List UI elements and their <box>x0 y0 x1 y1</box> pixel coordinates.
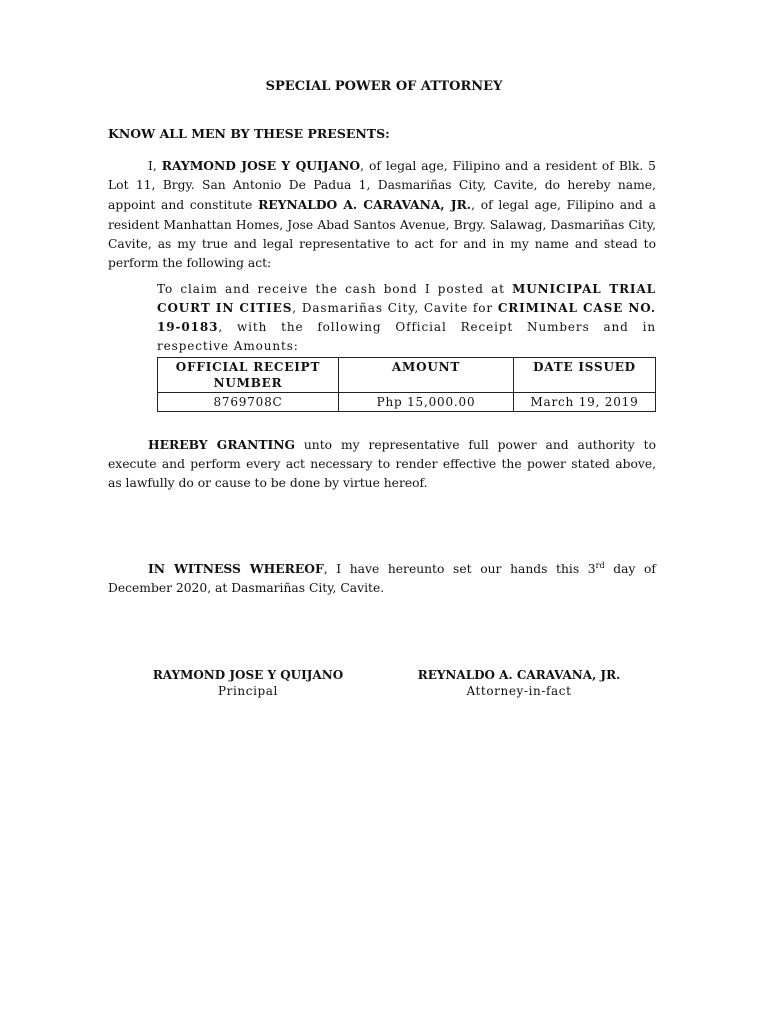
act-paragraph: To claim and receive the cash bond I posted at MUNICIPAL TRIAL COURT IN CITIES, Dasmariñas City, Cavite for CRIMINAL CASE NO. 19-0183, with the following Official Receipt Numbers and in respective Amounts: <box>157 282 656 353</box>
table-header-row <box>158 358 656 393</box>
signatory-name: RAYMOND JOSE Y QUIJANO <box>152 668 344 682</box>
principal-signature <box>118 668 378 698</box>
document-title: SPECIAL POWER OF ATTORNEY <box>265 79 503 94</box>
court-name: MUNICIPAL TRIAL COURT IN CITIES <box>157 282 656 315</box>
intro-heading: KNOW ALL MEN BY THESE PRESENTS: <box>108 126 390 141</box>
witness-paragraph: IN WITNESS WHEREOF, I have hereunto set our hands this 3rd day of December 2020, at Dasmariñas City, Cavite. <box>108 561 656 596</box>
table-row <box>158 393 656 412</box>
appointment-paragraph: I, RAYMOND JOSE Y QUIJANO, of legal age, Filipino and a resident of Blk. 5 Lot 11, Brgy. San Antonio De Padua 1, Dasmariñas City, Cavite, do hereby name, appoint and constitute REYNALDO A. CARAVANA, JR., of legal age, Filipino and a resident Manhattan Homes, Jose Abad Santos Avenue, Brgy. Salawag, Dasmariñas City, Cavite, as my true and legal representative to act for and in my name and stead to perform the following act: <box>108 158 656 271</box>
principal-name: RAYMOND JOSE Y QUIJANO <box>161 158 361 173</box>
date-issued: March 19, 2019 <box>514 393 656 412</box>
signatory-name: REYNALDO A. CARAVANA, JR. <box>417 668 621 682</box>
receipt-table <box>157 357 656 412</box>
attorney-signature <box>389 668 649 698</box>
receipt-number: 8769708C <box>158 393 339 412</box>
signatory-role: Attorney-in-fact <box>466 684 572 698</box>
case-number: CRIMINAL CASE NO. 19-0183 <box>157 301 656 334</box>
header-amount: AMOUNT <box>339 358 514 393</box>
signatory-role: Principal <box>217 684 278 698</box>
header-date-issued: DATE ISSUED <box>514 358 656 393</box>
header-receipt-number: OFFICIAL RECEIPT NUMBER <box>158 358 339 393</box>
attorney-name: REYNALDO A. CARAVANA, JR. <box>258 197 472 213</box>
granting-paragraph: HEREBY GRANTING unto my representative full power and authority to execute and perform every act necessary to render effective the power stated above, as lawfully do or cause to be done by virtue hereof. <box>108 437 656 491</box>
amount: Php 15,000.00 <box>339 393 514 412</box>
